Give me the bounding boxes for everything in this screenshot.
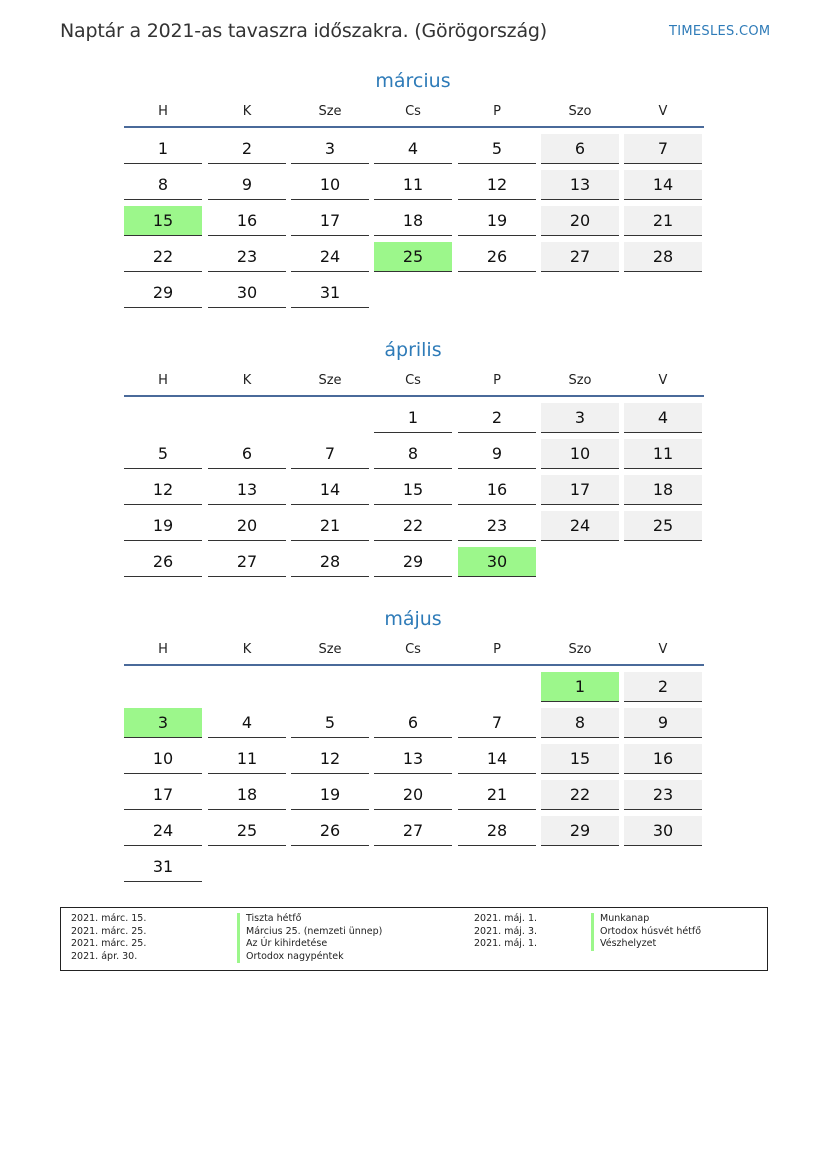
- month-name: május: [384, 608, 442, 630]
- day-cell: 27: [374, 816, 452, 846]
- weekday-header: [122, 373, 704, 397]
- day-cell: 14: [624, 170, 702, 200]
- weekday-label: P: [493, 642, 501, 657]
- day-cell: 16: [458, 475, 536, 505]
- legend-holiday-name: Tiszta hétfő: [237, 913, 382, 926]
- legend-date: 2021. márc. 25.: [71, 925, 147, 937]
- day-cell: 10: [124, 744, 202, 774]
- month-name: március: [375, 70, 451, 92]
- day-cell: 27: [541, 242, 619, 272]
- day-cell: 8: [374, 439, 452, 469]
- holiday-day-cell: 1: [541, 672, 619, 702]
- day-cell: 12: [458, 170, 536, 200]
- day-cell: 20: [374, 780, 452, 810]
- day-cell: 6: [541, 134, 619, 164]
- day-cell: 20: [541, 206, 619, 236]
- header-divider: [124, 664, 704, 666]
- day-cell: 9: [624, 708, 702, 738]
- day-cell: 6: [208, 439, 286, 469]
- day-cell: 27: [208, 547, 286, 577]
- day-cell: 18: [208, 780, 286, 810]
- day-cell: 21: [624, 206, 702, 236]
- day-cell: 2: [624, 672, 702, 702]
- day-cell: 6: [374, 708, 452, 738]
- legend-holiday-name: Az Úr kihirdetése: [237, 938, 382, 951]
- weekday-label: V: [658, 642, 668, 657]
- legend-holiday-name: Március 25. (nemzeti ünnep): [237, 926, 382, 939]
- day-cell: 31: [291, 278, 369, 308]
- day-cell: 17: [541, 475, 619, 505]
- weekday-label: Sze: [318, 373, 342, 388]
- weekday-header: [122, 104, 704, 128]
- day-cell: 5: [124, 439, 202, 469]
- day-cell: 5: [458, 134, 536, 164]
- day-cell: 13: [208, 475, 286, 505]
- day-cell: 22: [374, 511, 452, 541]
- weekday-label: Cs: [405, 104, 421, 119]
- day-cell: 18: [374, 206, 452, 236]
- weekday-label: K: [242, 373, 252, 388]
- legend-holiday-name: Ortodox húsvét hétfő: [591, 926, 701, 939]
- legend-date: 2021. márc. 15.: [71, 913, 147, 924]
- day-cell: 5: [291, 708, 369, 738]
- day-cell: 4: [624, 403, 702, 433]
- weekday-label: H: [158, 104, 168, 119]
- day-cell: 30: [624, 816, 702, 846]
- day-cell: 3: [541, 403, 619, 433]
- day-cell: 30: [208, 278, 286, 308]
- day-cell: 28: [624, 242, 702, 272]
- day-cell: 26: [458, 242, 536, 272]
- day-cell: 12: [124, 475, 202, 505]
- day-cell: 21: [458, 780, 536, 810]
- weekday-label: V: [658, 104, 668, 119]
- weekday-label: H: [158, 642, 168, 657]
- day-cell: 11: [374, 170, 452, 200]
- day-cell: 7: [291, 439, 369, 469]
- holiday-legend: [60, 907, 768, 971]
- day-cell: 25: [624, 511, 702, 541]
- month-name: április: [384, 339, 442, 361]
- day-cell: 28: [291, 547, 369, 577]
- day-cell: 23: [208, 242, 286, 272]
- weekday-label: V: [658, 373, 668, 388]
- day-cell: 11: [208, 744, 286, 774]
- header-divider: [124, 395, 704, 397]
- day-cell: 22: [541, 780, 619, 810]
- holiday-day-cell: 15: [124, 206, 202, 236]
- day-cell: 15: [374, 475, 452, 505]
- day-cell: 16: [208, 206, 286, 236]
- day-cell: 14: [458, 744, 536, 774]
- day-cell: 7: [458, 708, 536, 738]
- day-cell: 18: [624, 475, 702, 505]
- legend-holiday-name: Ortodox nagypéntek: [237, 951, 382, 964]
- legend-date: 2021. máj. 3.: [474, 925, 538, 937]
- day-cell: 7: [624, 134, 702, 164]
- weekday-label: H: [158, 373, 168, 388]
- weekday-label: P: [493, 104, 501, 119]
- day-cell: 19: [124, 511, 202, 541]
- day-cell: 13: [374, 744, 452, 774]
- day-cell: 26: [124, 547, 202, 577]
- weekday-label: P: [493, 373, 501, 388]
- day-cell: 2: [458, 403, 536, 433]
- day-cell: 4: [374, 134, 452, 164]
- day-cell: 23: [458, 511, 536, 541]
- day-cell: 10: [291, 170, 369, 200]
- day-cell: 24: [291, 242, 369, 272]
- legend-holiday-name: Vészhelyzet: [591, 938, 701, 951]
- day-cell: 9: [458, 439, 536, 469]
- day-cell: 3: [291, 134, 369, 164]
- weekday-label: Szo: [568, 373, 592, 388]
- weekday-label: K: [242, 642, 252, 657]
- weekday-label: Sze: [318, 104, 342, 119]
- day-cell: 19: [291, 780, 369, 810]
- day-cell: 26: [291, 816, 369, 846]
- weekday-label: Sze: [318, 642, 342, 657]
- day-cell: 1: [124, 134, 202, 164]
- weekday-header: [122, 642, 704, 666]
- day-cell: 17: [124, 780, 202, 810]
- day-cell: 1: [374, 403, 452, 433]
- day-cell: 31: [124, 852, 202, 882]
- weekday-label: Cs: [405, 642, 421, 657]
- day-cell: 4: [208, 708, 286, 738]
- holiday-day-cell: 30: [458, 547, 536, 577]
- legend-date: 2021. máj. 1.: [474, 913, 538, 924]
- day-cell: 9: [208, 170, 286, 200]
- day-cell: 29: [124, 278, 202, 308]
- day-cell: 11: [624, 439, 702, 469]
- day-cell: 29: [374, 547, 452, 577]
- day-cell: 10: [541, 439, 619, 469]
- day-cell: 25: [208, 816, 286, 846]
- holiday-day-cell: 25: [374, 242, 452, 272]
- page-title: Naptár a 2021-as tavaszra időszakra. (Görögország): [60, 20, 547, 42]
- day-cell: 12: [291, 744, 369, 774]
- weekday-label: Cs: [405, 373, 421, 388]
- day-cell: 24: [124, 816, 202, 846]
- day-cell: 15: [541, 744, 619, 774]
- legend-date: 2021. márc. 25.: [71, 938, 147, 949]
- day-cell: 19: [458, 206, 536, 236]
- header-divider: [124, 126, 704, 128]
- legend-date: 2021. ápr. 30.: [71, 950, 138, 962]
- day-cell: 8: [124, 170, 202, 200]
- day-cell: 2: [208, 134, 286, 164]
- weekday-label: Szo: [568, 104, 592, 119]
- day-cell: 28: [458, 816, 536, 846]
- day-cell: 16: [624, 744, 702, 774]
- day-cell: 13: [541, 170, 619, 200]
- holiday-day-cell: 3: [124, 708, 202, 738]
- weekday-label: K: [242, 104, 252, 119]
- day-cell: 17: [291, 206, 369, 236]
- day-cell: 20: [208, 511, 286, 541]
- day-cell: 24: [541, 511, 619, 541]
- weekday-label: Szo: [568, 642, 592, 657]
- legend-date: 2021. máj. 1.: [474, 938, 538, 949]
- brand-link[interactable]: TIMESLES.COM: [669, 24, 771, 39]
- day-cell: 14: [291, 475, 369, 505]
- day-cell: 29: [541, 816, 619, 846]
- day-cell: 22: [124, 242, 202, 272]
- day-cell: 21: [291, 511, 369, 541]
- day-cell: 23: [624, 780, 702, 810]
- day-cell: 8: [541, 708, 619, 738]
- legend-holiday-name: Munkanap: [591, 913, 701, 926]
